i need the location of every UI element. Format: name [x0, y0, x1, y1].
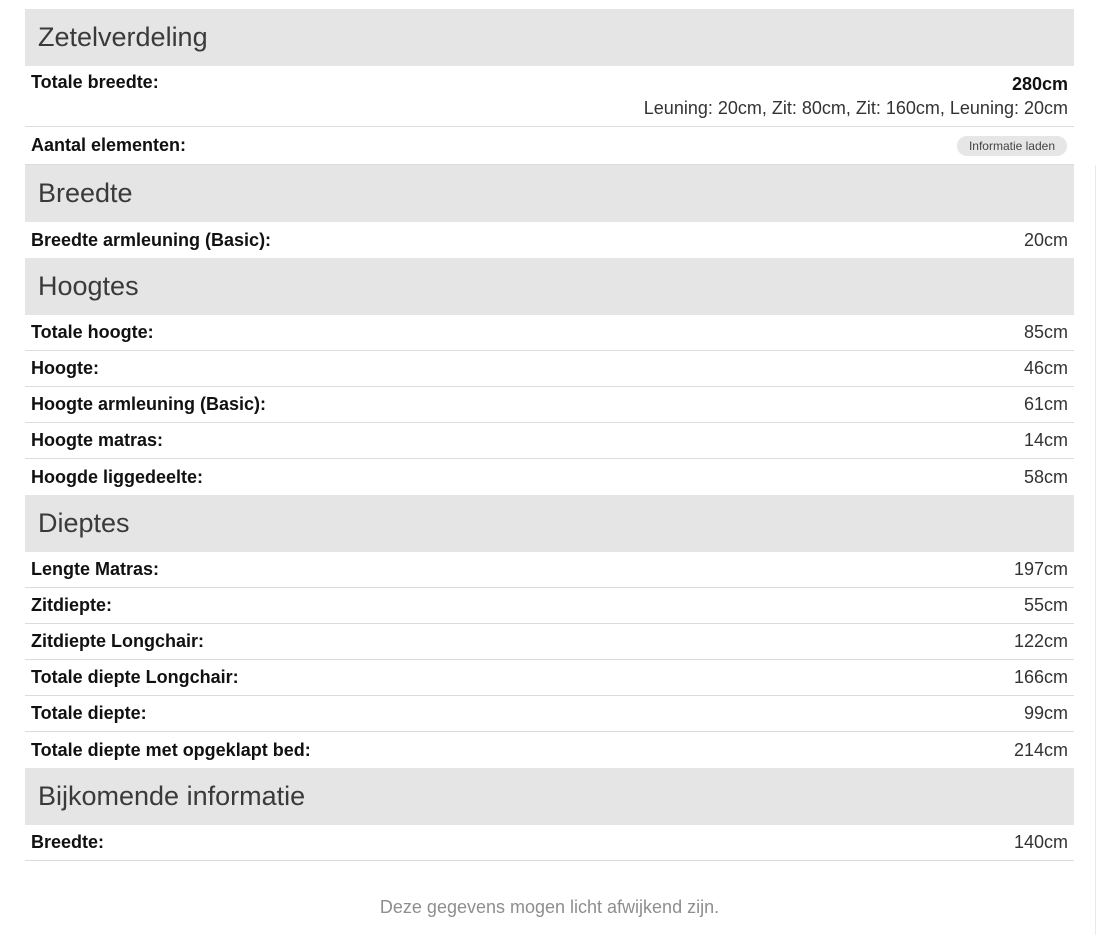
spec-value: 140cm: [1013, 832, 1068, 852]
spec-value: 166cm: [1013, 667, 1068, 687]
specifications-table: [25, 9, 1074, 861]
spec-label: Lengte Matras:: [31, 559, 160, 579]
spec-label: Totale diepte:: [31, 703, 147, 723]
spec-label: Aantal elementen:: [31, 135, 187, 155]
spec-row: [25, 315, 1074, 351]
spec-label: Zitdiepte:: [31, 595, 112, 615]
spec-value: 214cm: [1013, 739, 1068, 760]
section-title: Bijkomende informatie: [38, 781, 306, 811]
spec-row: [25, 660, 1074, 696]
section-title: Zetelverdeling: [38, 22, 208, 52]
spec-label: Hoogte:: [31, 358, 99, 378]
spec-label: Hoogte matras:: [31, 430, 164, 450]
section-header-breedte: [25, 165, 1074, 222]
spec-row: [25, 351, 1074, 387]
load-info-button[interactable]: Informatie laden: [957, 136, 1067, 156]
section-header-hoogtes: [25, 258, 1074, 315]
spec-row-aantal-elementen: [25, 127, 1074, 165]
spec-value: 197cm: [1013, 559, 1068, 579]
section-header-zetelverdeling: [25, 9, 1074, 66]
spec-label: Totale breedte:: [31, 72, 159, 92]
spec-value: 58cm: [1023, 466, 1068, 487]
spec-label: Hoogde liggedeelte:: [31, 466, 204, 487]
spec-row: [25, 696, 1074, 732]
spec-row: [25, 222, 1074, 258]
spec-label: Totale diepte Longchair:: [31, 667, 239, 687]
spec-value: 14cm: [1023, 430, 1068, 450]
section-title: Dieptes: [38, 508, 130, 538]
spec-value: 85cm: [1023, 322, 1068, 342]
spec-value: 61cm: [1023, 394, 1068, 414]
spec-row: [25, 552, 1074, 588]
spec-row-totale-breedte: [25, 66, 1074, 127]
spec-row: [25, 825, 1074, 861]
spec-row: [25, 423, 1074, 459]
spec-label: Hoogte armleuning (Basic):: [31, 394, 267, 414]
disclaimer-note: Deze gegevens mogen licht afwijkend zijn.: [379, 897, 720, 917]
section-header-dieptes: [25, 495, 1074, 552]
spec-label: Breedte armleuning (Basic):: [31, 229, 272, 250]
spec-value: 280cm: [1011, 74, 1068, 94]
section-header-bijkomende-informatie: [25, 768, 1074, 825]
section-title: Breedte: [38, 178, 133, 208]
spec-row: [25, 732, 1074, 768]
spec-row: [25, 588, 1074, 624]
spec-value-detail: Leuning: 20cm, Zit: 80cm, Zit: 160cm, Leuning: 20cm: [643, 98, 1068, 118]
spec-value-block: [644, 72, 1068, 120]
scrollbar-track[interactable]: [1095, 165, 1100, 935]
spec-value: 122cm: [1013, 631, 1068, 651]
spec-row: [25, 624, 1074, 660]
spec-label: Totale hoogte:: [31, 322, 154, 342]
spec-value: 46cm: [1023, 358, 1068, 378]
section-title: Hoogtes: [38, 271, 139, 301]
spec-row: [25, 387, 1074, 423]
spec-label: Zitdiepte Longchair:: [31, 631, 204, 651]
spec-value: 99cm: [1023, 703, 1068, 723]
spec-value: 55cm: [1023, 595, 1068, 615]
spec-row: [25, 459, 1074, 495]
spec-value: 20cm: [1023, 229, 1068, 250]
spec-label: Totale diepte met opgeklapt bed:: [31, 739, 311, 760]
spec-label: Breedte:: [31, 832, 105, 852]
